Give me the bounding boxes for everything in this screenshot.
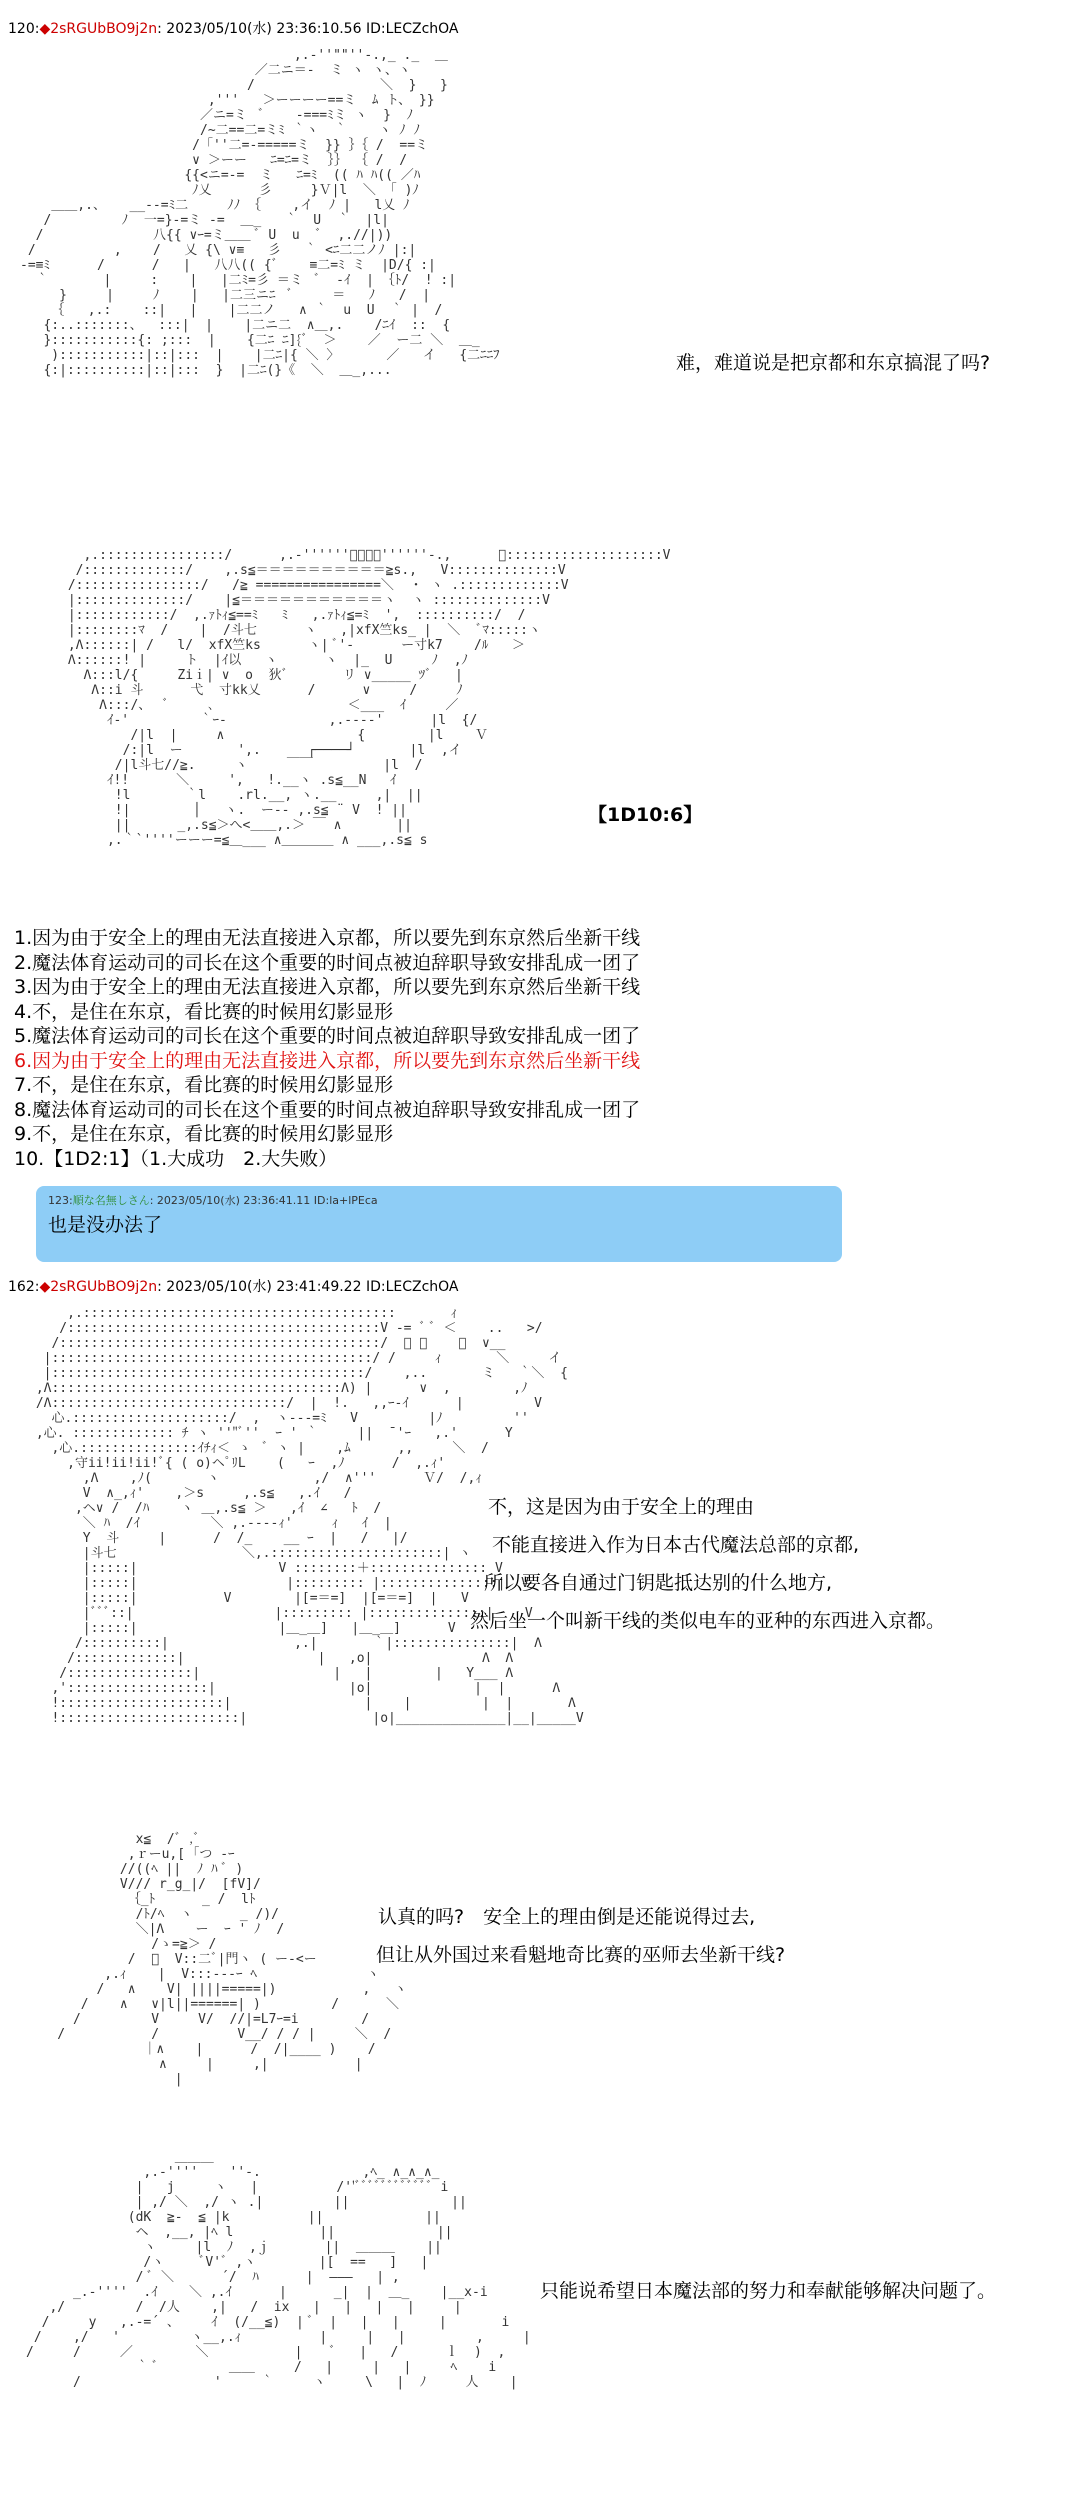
post-number: 120:	[8, 21, 40, 37]
dialogue-line: 不能直接进入作为日本古代魔法总部的京都,	[492, 1534, 860, 1556]
reply-header: 123:順な名無しさん: 2023/05/10(水) 23:36:41.11 ID:la+lPEca	[48, 1194, 378, 1207]
list-item: 4.不，是住在东京，看比赛的时候用幻影显形	[14, 1000, 394, 1023]
list-item: 5.魔法体育运动司的司长在这个重要的时间点被迫辞职导致安排乱成一团了	[14, 1025, 641, 1047]
post-header: 162:◆2sRGUbBO9j2n: 2023/05/10(水) 23:41:49.22 ID:LECZchOA	[8, 1279, 459, 1295]
list-item: 8.魔法体育运动司的司长在这个重要的时间点被迫辞职导致安排乱成一团了	[14, 1098, 641, 1121]
reply-name[interactable]: 順な名無しさん	[72, 1194, 150, 1207]
post-date: 2023/05/10(水) 23:36:10.56 ID:LECZchOA	[166, 21, 459, 37]
choice-list	[14, 926, 640, 1171]
ascii-art-character-arms-crossed: x≦ /ﾞ ,ﾞ ,ｒーu,[ ｢つ ‐ｰ //((ﾍ || ﾉ ﾊ ﾞ ) V/// r_g_|/ [fV]/ ｛_ﾄ _ / lﾄ /ﾄ/ﾍ ヽ _ /)/ ＼|Λ ー ｰ ' ﾉ / /ゝ=≧＞ / / ﾞ V::二ﾞ|門ヽ ( ー‐<ー ,.ｨ | V:::‐--ｰ ﾍ ヽ / ∧ V| ||||=====|) , ヽ / ∧ ∨|l||======| ) / ＼ / V V/ //|=L7ｰ=i / / / V__/ / / | ＼ / ｜∧ | / /|____ ) / ∧ | ,| | |	[57, 1832, 407, 2087]
dialogue-line: 只能说希望日本魔法部的努力和奉献能够解决问题了。	[540, 2280, 997, 2302]
list-item: 3.因为由于安全上的理由无法直接进入京都，所以要先到东京然后坐新干线	[14, 976, 641, 998]
list-item: 1.因为由于安全上的理由无法直接进入京都，所以要先到东京然后坐新干线	[14, 927, 641, 949]
reply-number: 123:	[48, 1194, 73, 1207]
ascii-art-character-group: ,.-''""''-.,_ ._ ＿ ／二ニ＝- ミ ヽ ヽ、ヽ / ＼ } } ,''' ＞ーーーー==ミ ﾑ ト、 }} ／ニ=ミ ﾞ -===ﾐミ ヽ } ﾉ /~二==二=ミﾐ ｀ヽ ｀ ヽ ﾉ ﾉ /「''二=-=====ミ }} ｝｛ / ==ミ ∨ ＞ーー ﾆ=ﾆ=ミ ｝｝ ｛ / / {{<ニ=-= ミ ﾆ=ﾐ (( ﾊ ﾊ(( ／ﾊ ﾉ乂 彡 }Ｖ|l ＼ 「 )ﾉ ＿＿,.、 __--=ﾐ二 ﾉﾉ ｛ ,イ ﾉ | l乂 ﾉ / ﾉ 一=}-=ミ -= ＿_ ｀ U ｀ |l| / 八{{ ∨ｰ=ミ＿＿ ﾞ U u ﾞ ,.//|)) / , / 乂 {\ ∨≡ 彡 ｀ <ﾆ二二ノﾉ |:| -=≡ﾐ / / | 八八(( {ﾞ ≡二=ﾐ ミ |D/{ :| ｀ | : | |二ﾐ=彡 ＝ミ ﾞ -ｲ | ｛ﾄ/ ! :| } | ﾉ | |二三ニﾆ ﾞ ＝ ﾉ / | ｛ ,.: ::| | |二二ノ ∧ ｀ u U ｀ | / {:..:::::::、 :::| | |二ニ二 ∧＿,. /ﾆｲ :: { }:::::::::::{: ;::: | {二ﾆ ﾆ]{ﾞ ＞ ／ ー二 ＼ ＿_ ):::::::::::|::|::: | |二ﾆ|{ ＼ 〉 ／ イ {二ﾆﾆﾌ {:|::::::::::|::|::: } |二ﾆ(}《 ＼ ＿_,...	[20, 48, 500, 378]
post-header: 120:◆2sRGUbBO9j2n: 2023/05/10(水) 23:36:10.56 ID:LECZchOA	[8, 21, 459, 37]
dialogue-line: 不，这是因为由于安全上的理由	[488, 1496, 755, 1518]
list-item: 2.魔法体育运动司的司长在这个重要的时间点被迫辞职导致安排乱成一团了	[14, 951, 641, 974]
ascii-art-character-face: ,.::::::::::::::::/ ,.-''''''ﾞﾞﾞﾞ''''''-., ＼::::::::::::::::::::V /:::::::::::::/ ,.s≦＝＝＝＝＝＝＝＝＝＝≧s., V::::::::::::::V /::::::::::::::::/ /≧ ================＼ ・ ヽ .:::::::::::::V |::::::::::::::/ |≦＝＝＝＝＝＝＝＝＝＝＝ヽ ヽ ::::::::::::::V |::::::::::::/ ,.ｧﾄｨ≦==ﾐ ﾐ ,.ｧﾄｨ≦=ﾐ ', ::::::::::/ / |::::::::ﾏ / | /斗七 ヽ ,|xfX竺ks_ | ＼ ﾞﾏ:::::ヽ ,Λ::::::| / l/ xfX竺ks ヽ| ﾞ'- ー寸k7 /ﾙ ＞ Λ::::::! | ト |ｲ以 ヽ ヽ |_ U ﾉ ,ﾉ Λ:::l/{ Ziｉ| ∨ o 狄ﾞ リ ∨_____ ﾂﾞ | Λ::i 斗 弋 寸kk乂 / ∨ / ﾉ Λ:::/、 ﾞ ､ ＜___ ｲ ／ ｲ-' ｀ｰ- ,.----' |l {/ /|l | ∧ { |l Ｖ /:|l ー ',. ┌────┘ |l ,イ /|l斗七//≧. ヽ ￣￣ |l / ｲ!! ＼ ', !.__ヽ .s≦__N ｲ !l ｀l .rl.__, ヽ.__ ,| || !| │ ヽ. ー-- ,.s≦ ¨ V ! || || _,.s≦＞へ<＿＿,.＞ ￣ ∧ || ,.｀`''''ーーー=≦＿___ ∧＿＿＿＿ ∧ ___,.s≦ s	[67, 548, 671, 848]
poster-name[interactable]: 2sRGUbBO9j2n	[50, 21, 158, 37]
dialogue-line: 难，难道说是把京都和东京搞混了吗?	[676, 352, 991, 374]
poster-name[interactable]: 2sRGUbBO9j2n	[50, 1279, 158, 1295]
dialogue-line: 但让从外国过来看魁地奇比赛的巫师去坐新干线?	[376, 1944, 786, 1966]
list-item: 10.【1D2:1】（1.大成功 2.大失败）	[14, 1147, 338, 1170]
trip-diamond-icon: ◆	[39, 21, 51, 37]
reply-date: 2023/05/10(水) 23:36:41.11 ID:la+lPEca	[156, 1194, 378, 1207]
trip-diamond-icon: ◆	[39, 1279, 51, 1295]
dialogue-line: 然后坐一个叫新干线的类似电车的亚种的东西进入京都。	[470, 1610, 946, 1632]
ascii-art-two-characters: ＿＿＿ ,.-'''' ''-. ,ﾍ_ ∧_∧_∧_ | j ヽ | /''ﾞﾞﾞﾞﾞﾞﾞﾞﾞﾞﾞﾞ i | ,/ ＼ ,/ ヽ .| || || (dK ≧- ≦ |k || || ヘ ,__, |ﾍ l || || ヽ |l ﾉ ,ｊ || ＿＿＿ || /ヽ ﾞV'ﾞ ,ヽ |[ == ] | / ﾞ ＼ ´/ ﾊ | ――― | , _.-'''' .ｲ ＼ ,.ｲ | _| | ＿_ |__x-i ,/ / /人 ,| / ix | | | | | / y ,.-=´ 、 ｲ (/__≦) | ﾞ | | | | i / ,/ ' ヽ__,.ｨ | | | , | / / ／ ＼ | ﾞ | / ｌ ) , ｀ ﾞ ＿＿ / | | | ﾍ i / ' ｀ ヽ \ | ﾉ 人 |	[26, 2150, 531, 2390]
dice-roll-result: 【1D10:6】	[588, 804, 703, 826]
list-item: 9.不，是住在东京，看比赛的时候用幻影显形	[14, 1123, 394, 1145]
reply-text: 也是没办法了	[48, 1214, 163, 1236]
dialogue-line: 所以要各自通过门钥匙抵达别的什么地方,	[484, 1572, 833, 1594]
reply-bubble	[36, 1186, 842, 1262]
dialogue-line: 认真的吗? 安全上的理由倒是还能说得过去,	[378, 1906, 756, 1928]
ascii-art-character-pointing: ,.:::::::::::::::::::::::::::::::::::::::: ｨ /::::::::::::::::::::::::::::::::::::::::V -= ﾞ ﾞ ＜ .. >/ /:::::::::::::::::::::::::::::::::::::::::/ ﾞ ＞ ｀ ∨__ |:::::::::::::::::::::::::::::::::::::::::/ / ｨ ＼ イ |::::::::::::::::::::::::::::::::::::::::/ ,.. ミ ｀＼ { ,Λ:::::::::::::::::::::::::::::::::::::Λ) | ∨ , ,ﾉ /Λ::::::::::::::::::::::::::::::/ | !. ,,ｰ‐ｲ | V 心.::::::::::::::::::::/ , ヽ---=ﾐ V |ﾉ '' ,心. ::::::::::::: ﾁ ヽ ''"ﾞ'' ｰ ' ｀ || ¯'ｰ ,.' Y ,心.:::::::::::::::ｲﾁｨ＜ ゝ ﾞ ヽ | ,ﾑ ,, ＼ / ,守ii!ii!ii!ﾞ{ ( o)ヘﾟﾘL ( ｰ ,ﾉ / ,.ｨ' ,Λ ,ﾉ( ヽ ,/ ∧''' Ｖ/ /,ｨ V ∧_,ｨ' ,＞s ,.s≦ ,.ｲ / ,ヘ∨ / /ﾊ ヽ ＿,.s≦ ＞ ,ｲ ∠ ﾄ / ＼ ﾊ /ｲ ＼ ,.----ｨ' ｨ ｲ | Y 斗 | / /_ __ ｰ | / |/ |斗七 ＼,.::::::::::::::::::::::| ヽ |:::::| V ::::::::＋::::::::::::::: V |:::::| |::::::::: |:::::::::::::::| V |:::::| V |[=＝=] |[=＝=] | V |ﾞﾞﾞ::| |::::::::: |:::::::::::::::| V |:::::| |＿_＿] |＿_＿] V /::::::::::| ,.| ｀|:::::::::::::::| Λ /:::::::::::::| | ,o| Λ Λ /::::::::::::::::| | | | Y___ Λ ,'::::::::::::::::::| |o| | | Λ !:::::::::::::::::::::| | | | | Λ !:::::::::::::::::::::::| |o|______________|__|_____V	[35, 1306, 584, 1726]
list-item: 7.不，是住在东京，看比赛的时候用幻影显形	[14, 1074, 394, 1096]
post-number: 162:	[8, 1279, 40, 1295]
post-date: 2023/05/10(水) 23:41:49.22 ID:LECZchOA	[166, 1279, 459, 1295]
selected-choice: 6.因为由于安全上的理由无法直接进入京都，所以要先到东京然后坐新干线	[14, 1049, 641, 1072]
